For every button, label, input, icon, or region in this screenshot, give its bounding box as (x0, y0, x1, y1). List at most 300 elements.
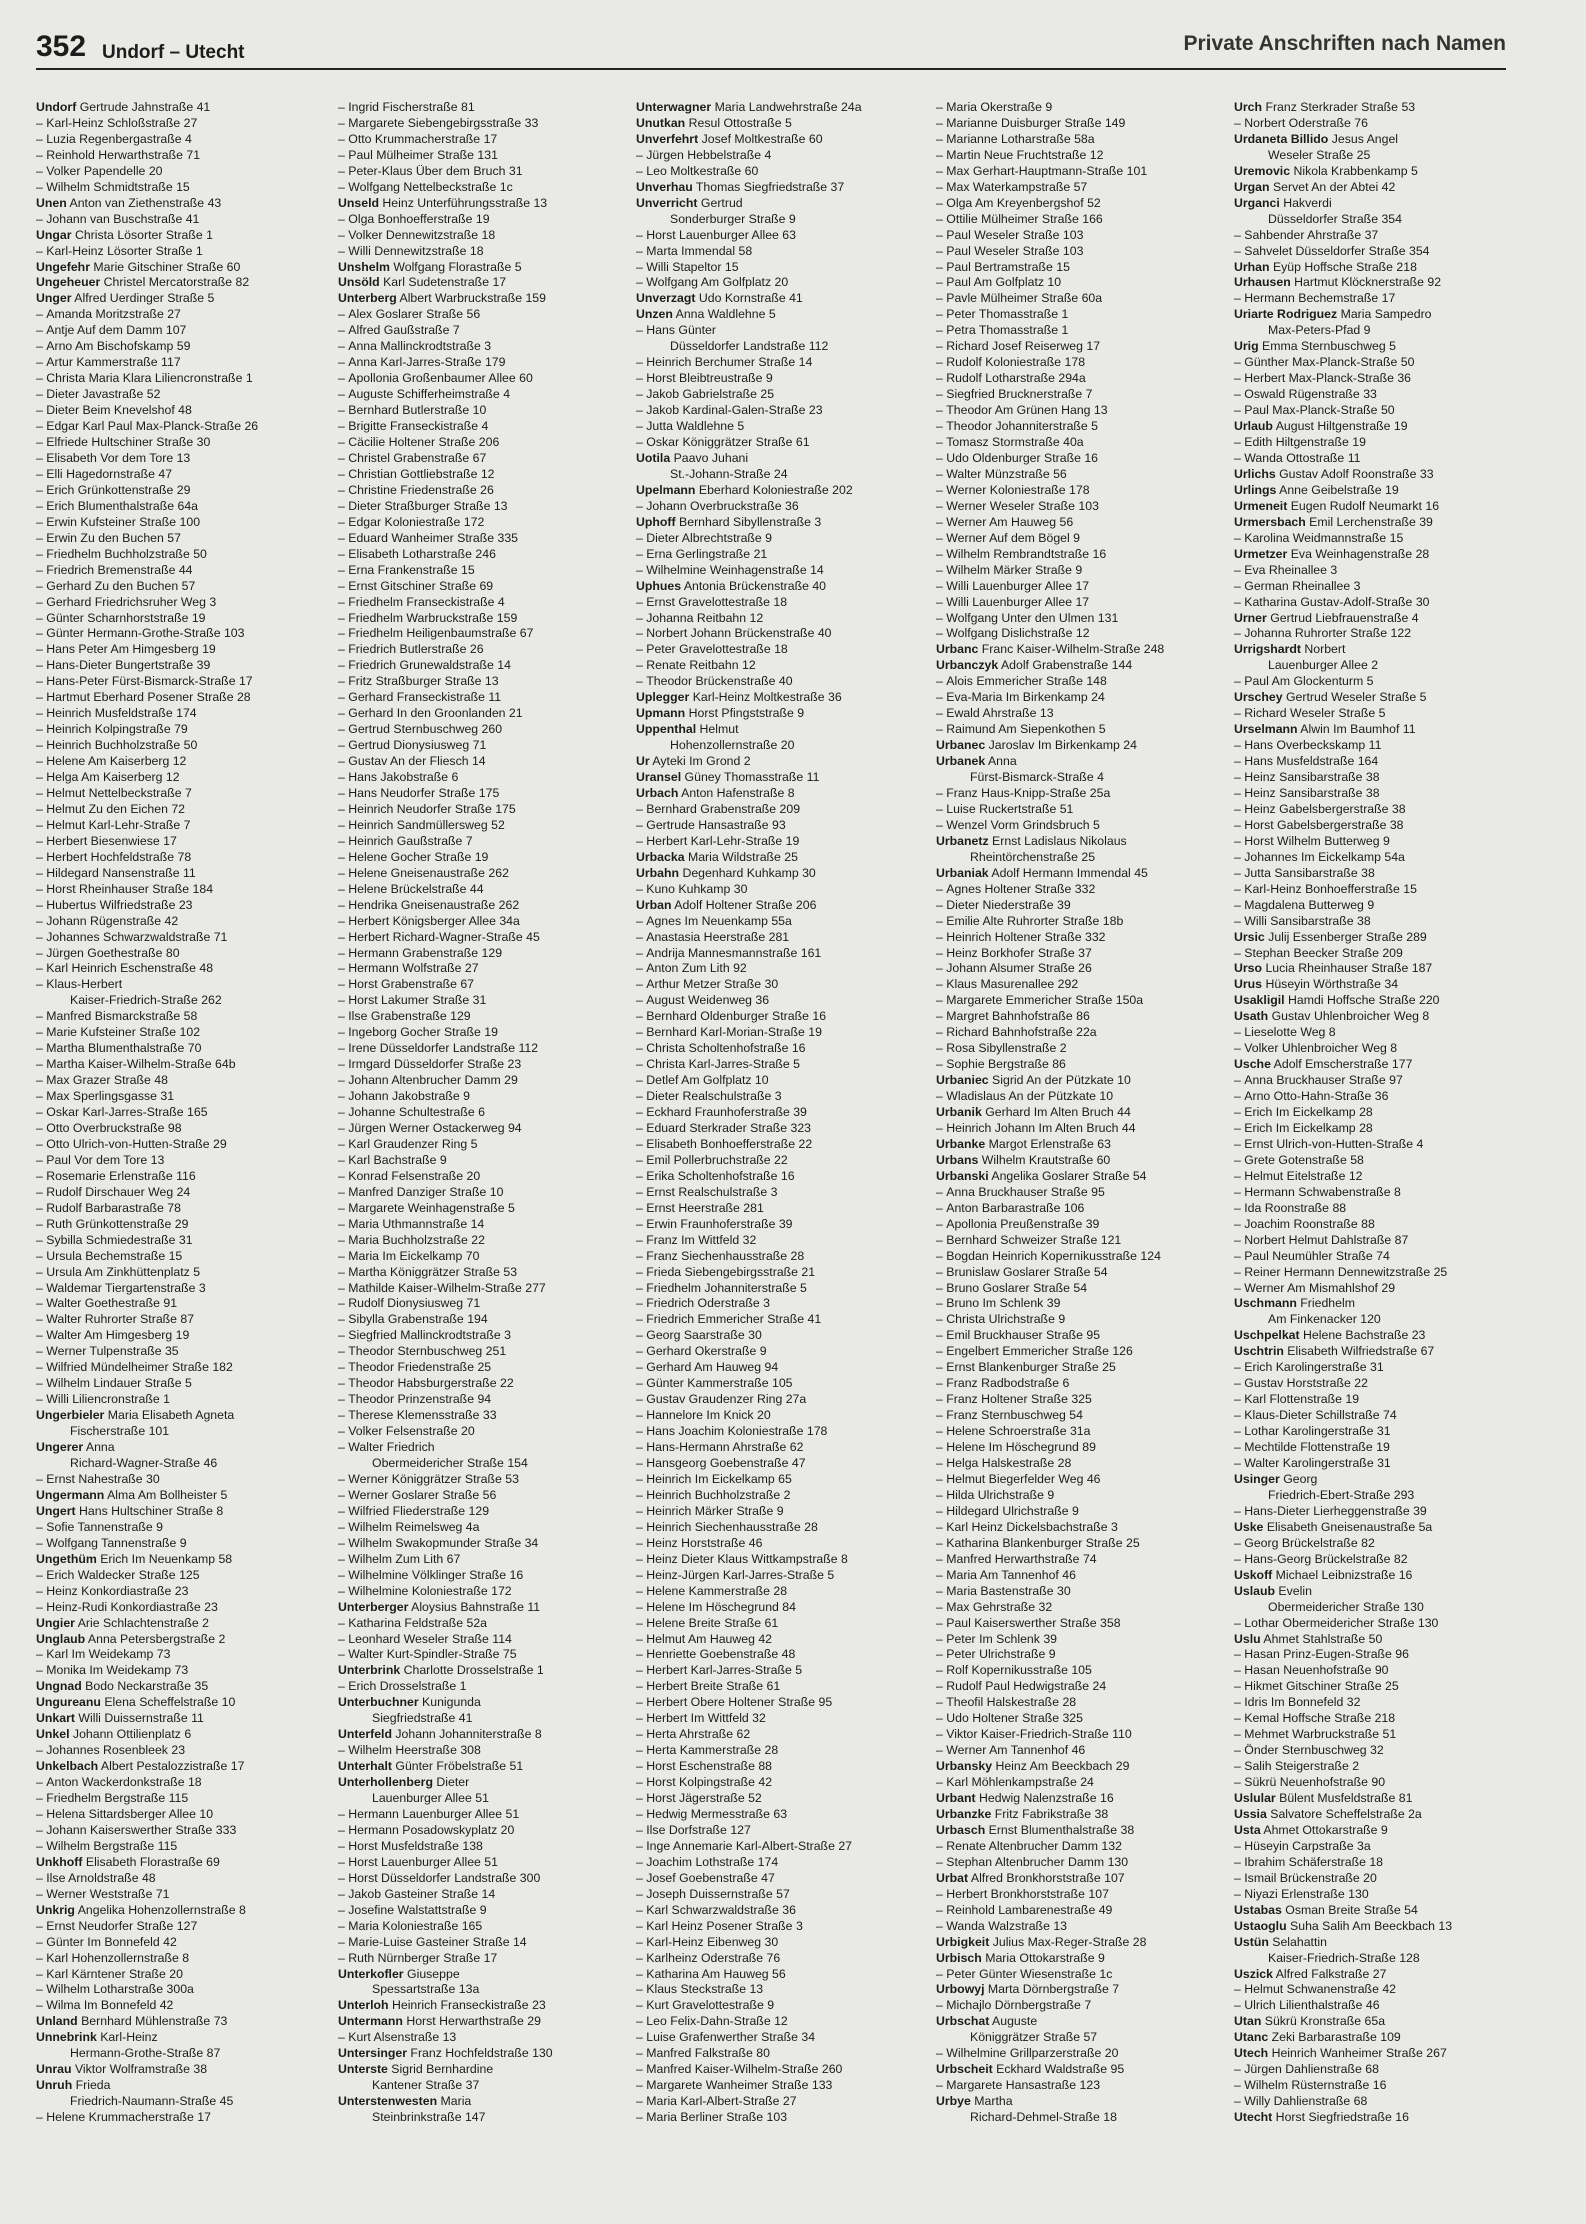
directory-continuation: Richard-Dehmel-Straße 18 (970, 2110, 1117, 2125)
directory-entry (936, 1871, 1226, 1887)
directory-subentry: – Helene Brückelstraße 44 (338, 882, 628, 898)
directory-subentry: – Kemal Hoffsche Straße 218 (1234, 1711, 1524, 1727)
directory-subentry: – Johann Altenbrucher Damm 29 (338, 1073, 628, 1089)
entry-text: Christel Mercatorstraße 82 (100, 275, 250, 290)
directory-subentry: – Franz Im Wittfeld 32 (636, 1233, 926, 1249)
directory-subentry: – Norbert Helmut Dahlstraße 87 (1234, 1233, 1524, 1249)
directory-subentry: – Hermann Wolfstraße 27 (338, 961, 628, 977)
directory-entry (338, 275, 628, 291)
directory-entry (936, 834, 1226, 850)
entry-text: Adolf Hermann Immendal 45 (988, 865, 1148, 880)
directory-subentry: – Wilhelm Rembrandtstraße 16 (936, 547, 1226, 563)
directory-entry (1234, 260, 1524, 276)
directory-subentry: – Ilse Dorfstraße 127 (636, 1823, 926, 1839)
directory-subentry: – Werner Am Tannenhof 46 (936, 1743, 1226, 1759)
surname: Urbansky (936, 1759, 993, 1774)
directory-subentry: – Jutta Sansibarstraße 38 (1234, 866, 1524, 882)
surname: Upmann (636, 706, 686, 721)
directory-subentry: – Gertrud Dionysiusweg 71 (338, 738, 628, 754)
surname: Urbacka (636, 849, 685, 864)
directory-subentry: – Erwin Kufsteiner Straße 100 (36, 515, 326, 531)
directory-subentry: – Johann Rügenstraße 42 (36, 914, 326, 930)
entry-text: Julius Max-Reger-Straße 28 (989, 1934, 1147, 1949)
directory-subentry: – Sofie Tannenstraße 9 (36, 1520, 326, 1536)
directory-subentry: – Friedrich Bremenstraße 44 (36, 563, 326, 579)
surname: Unverzagt (636, 291, 696, 306)
surname: Uphues (636, 578, 682, 593)
directory-subentry: – Erich Im Eickelkamp 28 (1234, 1121, 1524, 1137)
directory-subentry: – Sybilla Schmiedestraße 31 (36, 1233, 326, 1249)
directory-subentry: – Reinhold Lambarenestraße 49 (936, 1903, 1226, 1919)
directory-entry (1234, 339, 1524, 355)
directory-subentry: – Udo Oldenburger Straße 16 (936, 451, 1226, 467)
directory-subentry: – Günter Kammerstraße 105 (636, 1376, 926, 1392)
directory-subentry: – Kurt Gravelottestraße 9 (636, 1998, 926, 2014)
directory-subentry: – Theodor Sternbuschweg 251 (338, 1344, 628, 1360)
directory-subentry: – Herbert Karl-Jarres-Straße 5 (636, 1663, 926, 1679)
surname: Unterste (338, 2062, 388, 2077)
entry-text: Degenhard Kuhkamp 30 (679, 865, 816, 880)
directory-subentry: – Lothar Obermeidericher Straße 130 (1234, 1616, 1524, 1632)
directory-subentry: – Horst Musfeldstraße 138 (338, 1839, 628, 1855)
directory-subentry: – Gustav Graudenzer Ring 27a (636, 1392, 926, 1408)
entry-text: Heinrich Wanheimer Straße 267 (1268, 2046, 1447, 2061)
directory-entry (1234, 1344, 1524, 1360)
directory-subentry: – Horst Gabelsbergerstraße 38 (1234, 818, 1524, 834)
directory-subentry: – August Weidenweg 36 (636, 993, 926, 1009)
directory-subentry: – Walter Ruhrorter Straße 87 (36, 1312, 326, 1328)
directory-subentry: – Rudolf Barbarastraße 78 (36, 1201, 326, 1217)
surname: Urban (636, 897, 672, 912)
directory-subentry: – Herbert Max-Planck-Straße 36 (1234, 371, 1524, 387)
surname: Utan (1234, 2014, 1262, 2029)
directory-subentry: – Max Gerhart-Hauptmann-Straße 101 (936, 164, 1226, 180)
directory-entry (338, 291, 628, 307)
directory-subentry: – Wilfried Mündelheimer Straße 182 (36, 1360, 326, 1376)
surname: Unruh (36, 2078, 73, 2093)
directory-subentry: – Heinz Horststraße 46 (636, 1536, 926, 1552)
directory-subentry: – Mehmet Warbruckstraße 51 (1234, 1727, 1524, 1743)
surname: Unkart (36, 1711, 75, 1726)
directory-entry (636, 451, 926, 467)
directory-subentry: – Herta Kammerstraße 28 (636, 1743, 926, 1759)
directory-subentry: – Renate Altenbrucher Damm 132 (936, 1839, 1226, 1855)
directory-entry (636, 770, 926, 786)
directory-subentry: – Horst Grabenstraße 67 (338, 977, 628, 993)
directory-subentry: – Wilhelm Bergstraße 115 (36, 1839, 326, 1855)
surname: Unterhollenberg (338, 1775, 433, 1790)
entry-text: Dieter (432, 1775, 470, 1790)
surname: Urbant (936, 1791, 976, 1806)
surname: Urbanik (936, 1105, 982, 1120)
directory-subentry: – Fritz Straßburger Straße 13 (338, 674, 628, 690)
directory-subentry: – Dieter Niederstraße 39 (936, 898, 1226, 914)
directory-subentry: – Eckhard Fraunhoferstraße 39 (636, 1105, 926, 1121)
entry-text: Michael Leibnizstraße 16 (1272, 1567, 1413, 1582)
directory-continuation: Friedrich-Naumann-Straße 45 (70, 2094, 234, 2109)
directory-subentry: – Horst Lakumer Straße 31 (338, 993, 628, 1009)
surname: Unterbuchner (338, 1695, 419, 1710)
directory-subentry: – Hedwig Mermesstraße 63 (636, 1807, 926, 1823)
surname: Urhausen (1234, 275, 1291, 290)
surname: Urbaniak (936, 865, 989, 880)
entry-text: Karl Sudetenstraße 17 (379, 275, 507, 290)
entry-text: Franz Sterkrader Straße 53 (1262, 100, 1416, 114)
directory-subentry: – Erwin Fraunhoferstraße 39 (636, 1217, 926, 1233)
directory-entry (636, 483, 926, 499)
directory-subentry: – Heinrich Gaußstraße 7 (338, 834, 628, 850)
directory-subentry: – Wilhelm Reimelsweg 4a (338, 1520, 628, 1536)
directory-subentry: – Monika Im Weidekamp 73 (36, 1663, 326, 1679)
entry-text: Norbert (1300, 642, 1346, 657)
directory-subentry: – Reinhold Herwarthstraße 71 (36, 148, 326, 164)
directory-subentry: – Richard Weseler Straße 5 (1234, 706, 1524, 722)
entry-text: Horst Siegfriedstraße 16 (1272, 2110, 1409, 2125)
surname: Unsöld (338, 275, 380, 290)
directory-subentry: – Ida Roonstraße 88 (1234, 1201, 1524, 1217)
directory-entry (338, 1759, 628, 1775)
entry-text: Frieda (72, 2078, 111, 2093)
directory-subentry: – Christa Ulrichstraße 9 (936, 1312, 1226, 1328)
page-range-title: Undorf – Utecht (102, 42, 245, 63)
surname: Urbans (936, 1152, 979, 1167)
directory-subentry: – Cäcilie Holtener Straße 206 (338, 435, 628, 451)
directory-subentry: – Wolfgang Tannenstraße 9 (36, 1536, 326, 1552)
directory-entry (36, 2014, 326, 2030)
surname: Unglaub (36, 1631, 86, 1646)
directory-entry (1234, 1967, 1524, 1983)
directory-entry (1234, 467, 1524, 483)
surname: Unkelbach (36, 1759, 99, 1774)
directory-subentry: – Erna Frankenstraße 15 (338, 563, 628, 579)
entry-text: Johann Ottilienplatz 6 (69, 1727, 192, 1742)
entry-text: Ernst Ladislaus Nikolaus (988, 833, 1127, 848)
directory-entry (1234, 100, 1524, 116)
directory-continuation: St.-Johann-Straße 24 (670, 466, 788, 481)
surname: Usakligil (1234, 993, 1285, 1008)
entry-text: Anna (985, 754, 1017, 769)
entry-text: Erich Im Neuenkamp 58 (96, 1551, 233, 1566)
surname: Uslular (1234, 1791, 1276, 1806)
directory-subentry: – Eduard Wanheimer Straße 335 (338, 531, 628, 547)
directory-subentry: – Werner Auf dem Bögel 9 (936, 531, 1226, 547)
surname: Ungethüm (36, 1551, 97, 1566)
directory-subentry: – Heinrich Sandmüllersweg 52 (338, 818, 628, 834)
entry-text: Horst Herwarthstraße 29 (402, 2014, 541, 2029)
directory-subentry: – Michajlo Dörnbergstraße 7 (936, 1998, 1226, 2014)
entry-text: Franz Hochfeldstraße 130 (407, 2046, 553, 2061)
directory-subentry: – Otto Ulrich-von-Hutten-Straße 29 (36, 1137, 326, 1153)
directory-entry (1234, 2014, 1524, 2030)
directory-subentry: – Ernst Neudorfer Straße 127 (36, 1919, 326, 1935)
directory-subentry: – Paul Weseler Straße 103 (936, 228, 1226, 244)
directory-subentry: – Paul Am Golfplatz 10 (936, 275, 1226, 291)
directory-continuation: Weseler Straße 25 (1268, 147, 1371, 162)
entry-text: Maria Ottokarstraße 9 (981, 1950, 1105, 1965)
directory-entry (36, 291, 326, 307)
directory-subentry: – Viktor Kaiser-Friedrich-Straße 110 (936, 1727, 1226, 1743)
directory-subentry: – Ismail Brückenstraße 20 (1234, 1871, 1524, 1887)
surname: Ussia (1234, 1806, 1267, 1821)
directory-entry (636, 100, 926, 116)
directory-subentry: – Bernhard Karl-Morian-Straße 19 (636, 1025, 926, 1041)
directory-entry (1234, 483, 1524, 499)
directory-entry (36, 1679, 326, 1695)
directory-subentry: – Amanda Moritzstraße 27 (36, 307, 326, 323)
directory-subentry: – Franz Sternbuschweg 54 (936, 1408, 1226, 1424)
directory-subentry: – Auguste Schifferheimstraße 4 (338, 387, 628, 403)
directory-entry (1234, 1807, 1524, 1823)
entry-text: Eckhard Waldstraße 95 (992, 2062, 1125, 2077)
directory-entry (1234, 2030, 1524, 2046)
directory-subentry: – Marie-Luise Gasteiner Straße 14 (338, 1935, 628, 1951)
directory-subentry: – Maria Okerstraße 9 (936, 100, 1226, 116)
surname: Urbanetz (936, 833, 989, 848)
directory-subentry: – Eduard Sterkrader Straße 323 (636, 1121, 926, 1137)
directory-subentry: – Paul Vor dem Tore 13 (36, 1153, 326, 1169)
surname: Urig (1234, 339, 1259, 354)
directory-subentry: – Hildegard Nansenstraße 11 (36, 866, 326, 882)
surname: Unshelm (338, 259, 390, 274)
directory-subentry: – Bruno Goslarer Straße 54 (936, 1281, 1226, 1297)
entry-text: Evelin (1275, 1583, 1312, 1598)
directory-subentry: – Franz Holtener Straße 325 (936, 1392, 1226, 1408)
directory-entry (936, 1073, 1226, 1089)
entry-text: Horst Pfingststraße 9 (685, 706, 805, 721)
directory-entry (338, 2094, 628, 2110)
directory-subentry: – Gerhard Okerstraße 9 (636, 1344, 926, 1360)
entry-text: Anton Hafenstraße 8 (678, 785, 795, 800)
directory-subentry: – Alex Goslarer Straße 56 (338, 307, 628, 323)
surname: Uransel (636, 770, 682, 785)
directory-continuation: Obermeidericher Straße 154 (372, 1456, 528, 1471)
entry-text: Anna Petersbergstraße 2 (85, 1631, 226, 1646)
directory-entry (936, 1169, 1226, 1185)
directory-subentry: – Detlef Am Golfplatz 10 (636, 1073, 926, 1089)
directory-subentry: – Helmut Biegerfelder Weg 46 (936, 1472, 1226, 1488)
directory-entry (1234, 1903, 1524, 1919)
directory-entry (1234, 2046, 1524, 2062)
surname: Urbanczyk (936, 658, 999, 673)
directory-continuation: Siegfriedstraße 41 (372, 1711, 473, 1726)
surname: Uslu (1234, 1631, 1261, 1646)
surname: Upelmann (636, 482, 696, 497)
directory-subentry: – Wilhelmine Koloniestraße 172 (338, 1584, 628, 1600)
directory-subentry: – Walter Am Himgesberg 19 (36, 1328, 326, 1344)
directory-subentry: – Johanne Schultestraße 6 (338, 1105, 628, 1121)
directory-subentry: – Helene Am Kaiserberg 12 (36, 754, 326, 770)
directory-subentry: – Ilse Grabenstraße 129 (338, 1009, 628, 1025)
directory-subentry: – Andrija Mannesmannstraße 161 (636, 946, 926, 962)
entry-text: Emil Lerchenstraße 39 (1305, 514, 1433, 529)
directory-subentry: – Herbert Obere Holtener Straße 95 (636, 1695, 926, 1711)
directory-subentry: – Anton Barbarastraße 106 (936, 1201, 1226, 1217)
surname: Ungert (36, 1503, 76, 1518)
directory-subentry: – Engelbert Emmericher Straße 126 (936, 1344, 1226, 1360)
directory-subentry: – Johann Kaiserswerther Straße 333 (36, 1823, 326, 1839)
surname: Uplegger (636, 690, 690, 705)
directory-continuation: Friedrich-Ebert-Straße 293 (1268, 1487, 1415, 1502)
entry-text: Alfred Falkstraße 27 (1272, 1966, 1387, 1981)
directory-subentry: – Luise Grafenwerther Straße 34 (636, 2030, 926, 2046)
directory-subentry: – Wolfgang Dislichstraße 12 (936, 626, 1226, 642)
directory-subentry: – Emil Bruckhauser Straße 95 (936, 1328, 1226, 1344)
surname: Ungureanu (36, 1695, 101, 1710)
directory-entry (1234, 515, 1524, 531)
directory-subentry: – Horst Bleibtreustraße 9 (636, 371, 926, 387)
surname: Urlaub (1234, 419, 1273, 434)
directory-subentry: – Anastasia Heerstraße 281 (636, 930, 926, 946)
directory-subentry: – Heinz Dieter Klaus Wittkampstraße 8 (636, 1552, 926, 1568)
directory-subentry: – Paul Kaiserswerther Straße 358 (936, 1616, 1226, 1632)
directory-subentry: – Elisabeth Lotharstraße 246 (338, 547, 628, 563)
directory-subentry: – Margarete Siebengebirgsstraße 33 (338, 116, 628, 132)
directory-entry (36, 1855, 326, 1871)
directory-subentry: – Friedhelm Heiligenbaumstraße 67 (338, 626, 628, 642)
surname: Urbisch (936, 1950, 982, 1965)
directory-entry (1234, 1632, 1524, 1648)
directory-subentry: – Dieter Beim Knevelshof 48 (36, 403, 326, 419)
directory-subentry: – Stephan Beecker Straße 209 (1234, 946, 1524, 962)
directory-entry (636, 690, 926, 706)
directory-subentry: – Siegfried Mallinckrodtstraße 3 (338, 1328, 628, 1344)
directory-subentry: – German Rheinallee 3 (1234, 579, 1524, 595)
surname: Urmeneit (1234, 498, 1288, 513)
directory-subentry: – Margarete Hansastraße 123 (936, 2078, 1226, 2094)
directory-entry (636, 515, 926, 531)
surname: Urbowyj (936, 1982, 985, 1997)
surname: Ungermann (36, 1487, 105, 1502)
directory-entry (1234, 642, 1524, 658)
directory-subentry: – Heinrich Berchumer Straße 14 (636, 355, 926, 371)
directory-subentry: – Friedhelm Bergstraße 115 (36, 1791, 326, 1807)
surname: Unterkofler (338, 1966, 404, 1981)
entry-text: Sükrü Kronstraße 65a (1261, 2014, 1386, 2029)
entry-text: Eyüp Hoffsche Straße 218 (1269, 259, 1417, 274)
directory-subentry: – Jutta Waldlehne 5 (636, 419, 926, 435)
entry-text: Nikola Krabbenkamp 5 (1290, 163, 1418, 178)
surname: Unverricht (636, 195, 698, 210)
entry-text: Ahmet Stahlstraße 50 (1260, 1631, 1383, 1646)
directory-entry (338, 2046, 628, 2062)
directory-subentry: – Heinz Sansibarstraße 38 (1234, 786, 1524, 802)
surname: Utecht (1234, 2110, 1273, 2125)
directory-entry (36, 2078, 326, 2094)
directory-subentry: – Eva Rheinallee 3 (1234, 563, 1524, 579)
directory-subentry: – Jakob Gabrielstraße 25 (636, 387, 926, 403)
directory-entry (1234, 1296, 1524, 1312)
directory-subentry: – Edgar Koloniestraße 172 (338, 515, 628, 531)
entry-text: Alwin Im Baumhof 11 (1297, 722, 1416, 737)
entry-text: Thomas Siegfriedstraße 37 (692, 179, 845, 194)
entry-text: Auguste (989, 2014, 1038, 2029)
surname: Urschey (1234, 690, 1283, 705)
directory-entry (636, 898, 926, 914)
directory-subentry: – Wilhelm Swakopmunder Straße 34 (338, 1536, 628, 1552)
surname: Urbanc (936, 642, 979, 657)
directory-subentry: – Leo Felix-Dahn-Straße 12 (636, 2014, 926, 2030)
directory-subentry: – Willi Lauenburger Allee 17 (936, 579, 1226, 595)
directory-subentry: – Paul Am Glockenturm 5 (1234, 674, 1524, 690)
directory-entry (636, 866, 926, 882)
entry-text: Maria Landwehrstraße 24a (711, 100, 862, 114)
directory-subentry: – Katharina Am Hauweg 56 (636, 1967, 926, 1983)
entry-text: Anton van Ziethenstraße 43 (66, 195, 222, 210)
directory-subentry: – Martha Königgrätzer Straße 53 (338, 1265, 628, 1281)
directory-subentry: – Otto Overbruckstraße 98 (36, 1121, 326, 1137)
surname: Unrau (36, 2062, 72, 2077)
directory-subentry: – Karl Heinz Dickelsbachstraße 3 (936, 1520, 1226, 1536)
directory-subentry: – Richard Josef Reiserweg 17 (936, 339, 1226, 355)
directory-subentry: – Georg Brückelstraße 82 (1234, 1536, 1524, 1552)
surname: Uschtrin (1234, 1344, 1284, 1359)
directory-subentry: – Johann van Buschstraße 41 (36, 212, 326, 228)
surname: Unger (36, 291, 72, 306)
directory-subentry: – Ernst Gitschiner Straße 69 (338, 579, 628, 595)
directory-subentry: – Max Grazer Straße 48 (36, 1073, 326, 1089)
directory-entry (636, 291, 926, 307)
entry-text: Güney Thomasstraße 11 (681, 770, 820, 785)
entry-text: Gertrud Liebfrauenstraße 4 (1266, 610, 1419, 625)
directory-subentry: – Manfred Danziger Straße 10 (338, 1185, 628, 1201)
directory-subentry: – Anna Bruckhauser Straße 97 (1234, 1073, 1524, 1089)
directory-subentry: – Wilhelmine Grillparzerstraße 20 (936, 2046, 1226, 2062)
directory-subentry: – Emilie Alte Ruhrorter Straße 18b (936, 914, 1226, 930)
directory-subentry: – Tomasz Stormstraße 40a (936, 435, 1226, 451)
directory-entry (1234, 611, 1524, 627)
directory-entry (1234, 1791, 1524, 1807)
directory-continuation: Max-Peters-Pfad 9 (1268, 323, 1371, 338)
entry-text: Jaroslav Im Birkenkamp 24 (985, 738, 1137, 753)
directory-subentry: – Helene Breite Straße 61 (636, 1616, 926, 1632)
surname: Uschpelkat (1234, 1328, 1300, 1343)
directory-subentry: – Edgar Karl Paul Max-Planck-Straße 26 (36, 419, 326, 435)
directory-entry (36, 1711, 326, 1727)
directory-subentry: – Lothar Karolingerstraße 31 (1234, 1424, 1524, 1440)
directory-continuation: Hermann-Grothe-Straße 87 (70, 2046, 221, 2061)
entry-text: Gerhard Im Alten Bruch 44 (981, 1105, 1131, 1120)
directory-subentry: – Joachim Roonstraße 88 (1234, 1217, 1524, 1233)
directory-subentry: – Jürgen Goethestraße 80 (36, 946, 326, 962)
surname: Uskoff (1234, 1567, 1273, 1582)
directory-subentry: – Erich Karolingerstraße 31 (1234, 1360, 1524, 1376)
directory-subentry: – Martha Blumenthalstraße 70 (36, 1041, 326, 1057)
surname: Urdaneta Billido (1234, 131, 1329, 146)
directory-subentry: – Gerhard In den Groonlanden 21 (338, 706, 628, 722)
directory-subentry: – Wladislaus An der Pützkate 10 (936, 1089, 1226, 1105)
entry-text: Hakverdi (1279, 195, 1332, 210)
entry-text: Osman Breite Straße 54 (1281, 1902, 1418, 1917)
directory-subentry: – Renate Reitbahn 12 (636, 658, 926, 674)
directory-subentry: – Walter Karolingerstraße 31 (1234, 1456, 1524, 1472)
directory-subentry: – Wanda Ottostraße 11 (1234, 451, 1524, 467)
surname: Unterbrink (338, 1663, 401, 1678)
directory-subentry: – Max Gehrstraße 32 (936, 1600, 1226, 1616)
surname: Unkhoff (36, 1854, 83, 1869)
directory-subentry: – Christa Karl-Jarres-Straße 5 (636, 1057, 926, 1073)
directory-entry (636, 579, 926, 595)
directory-subentry: – Arno Am Bischofskamp 59 (36, 339, 326, 355)
surname: Untermann (338, 2014, 403, 2029)
directory-subentry: – Rudolf Paul Hedwigstraße 24 (936, 1679, 1226, 1695)
entry-text: Salvatore Scheffelstraße 2a (1266, 1806, 1422, 1821)
directory-subentry: – Erwin Zu den Buchen 57 (36, 531, 326, 547)
directory-entry (936, 2094, 1226, 2110)
directory-column-3 (636, 100, 926, 2210)
surname: Urbanzke (936, 1806, 992, 1821)
entry-text: Selahattin (1268, 1934, 1327, 1949)
directory-subentry: – Hans-Georg Brückelstraße 82 (1234, 1552, 1524, 1568)
